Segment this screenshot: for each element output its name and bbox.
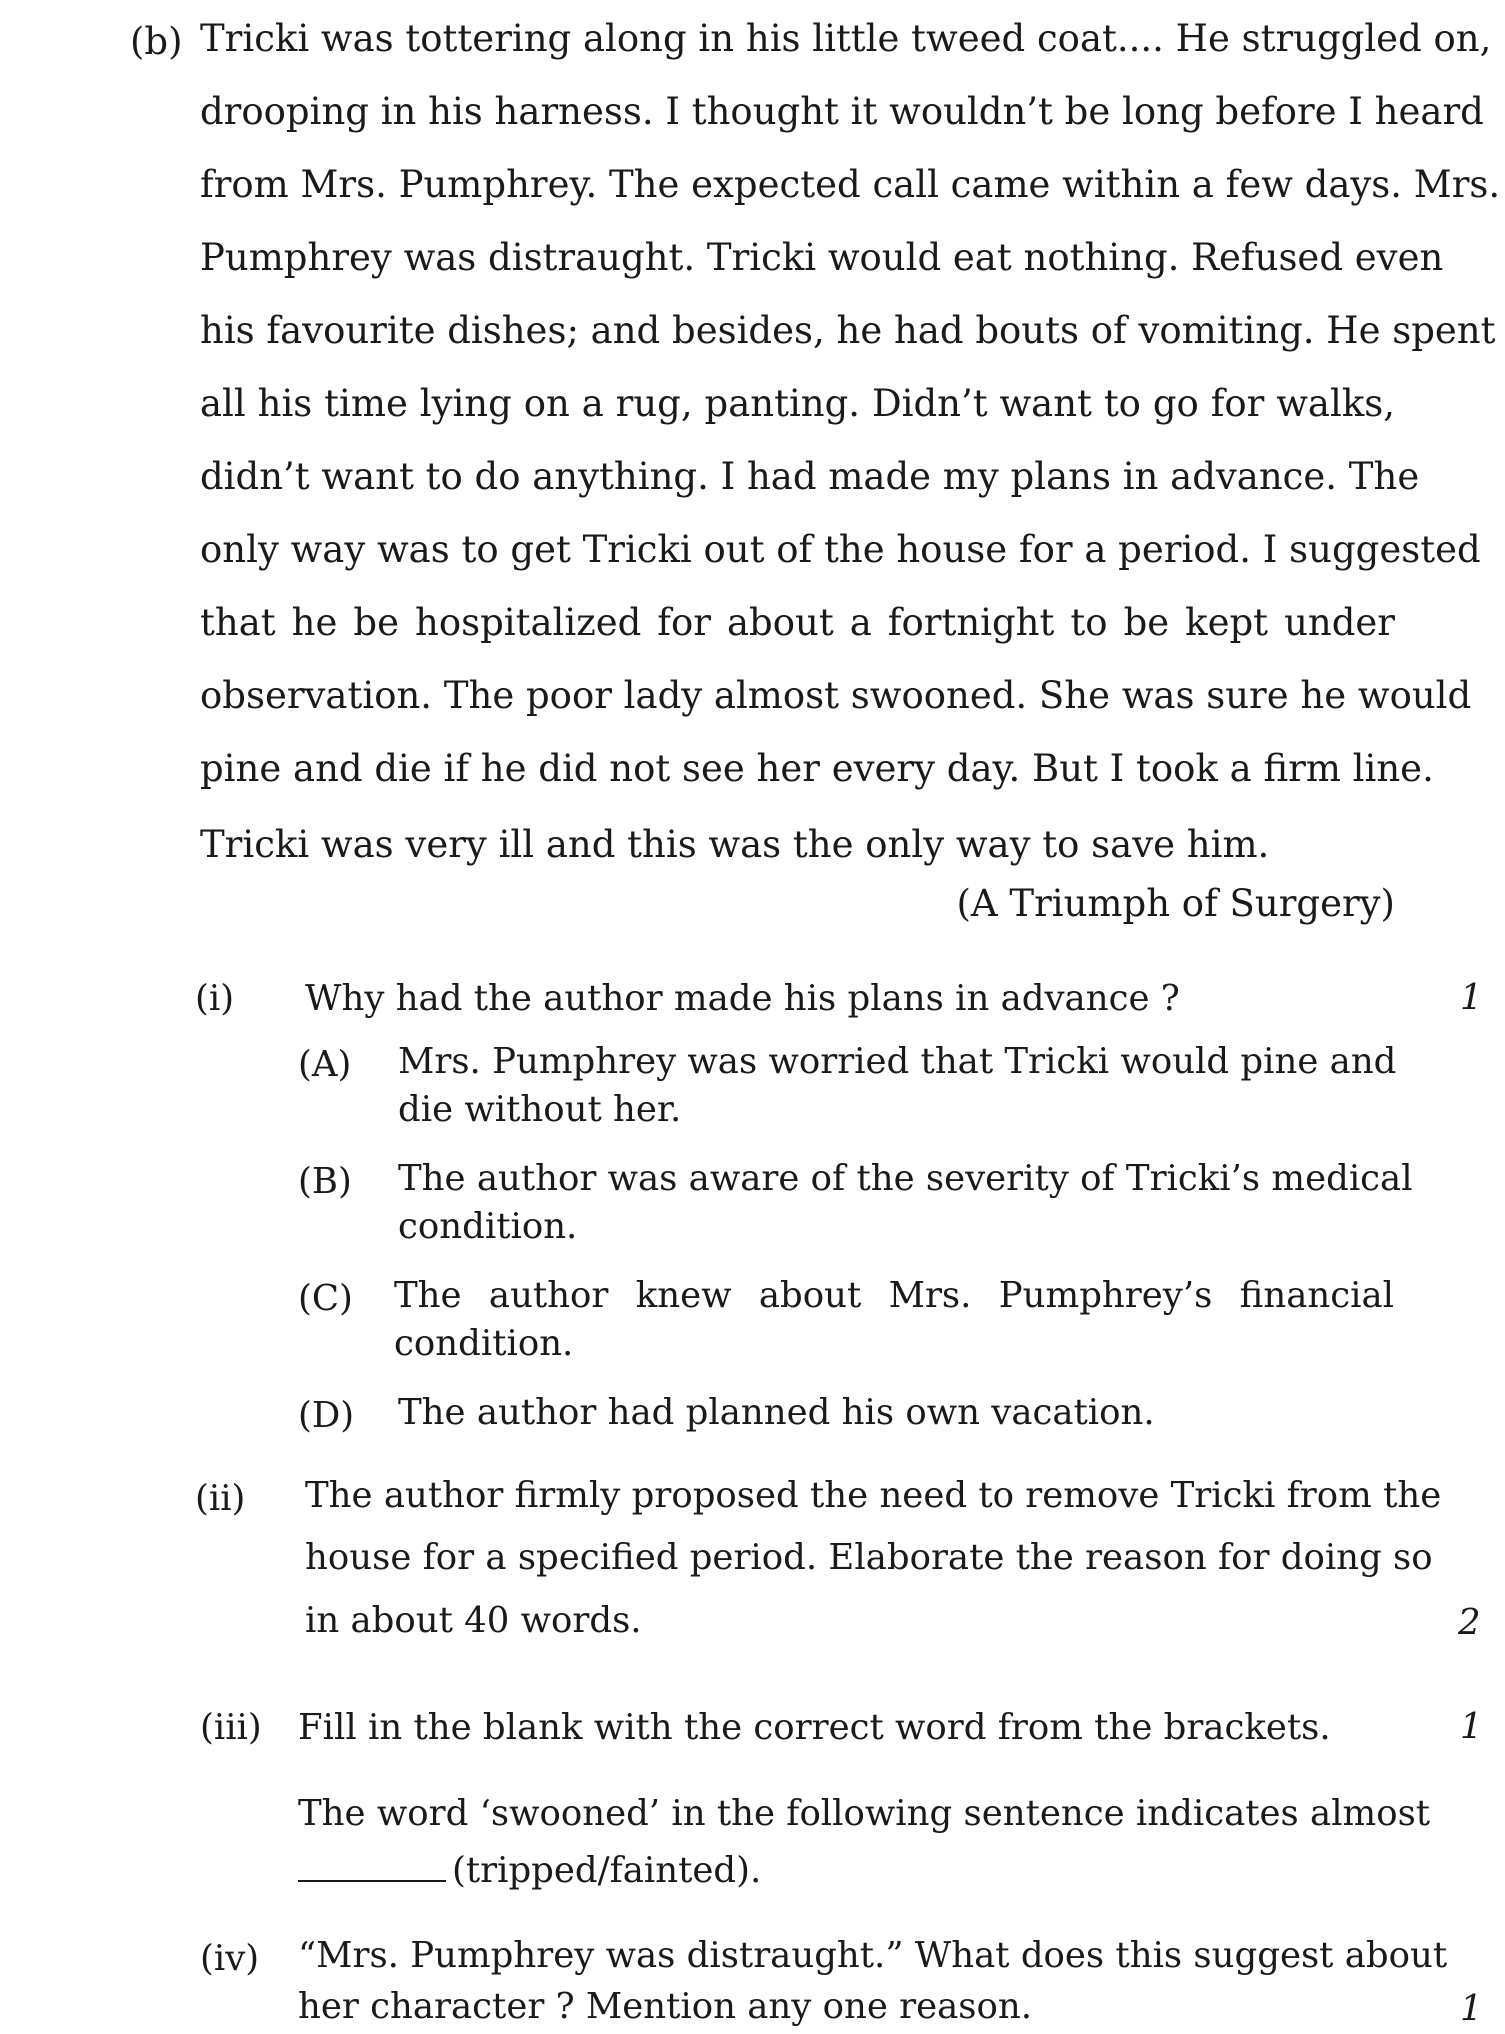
passage-source: (A Triumph of Surgery): [956, 882, 1395, 925]
passage-line: didn’t want to do anything. I had made my plans in advance. The: [200, 455, 1420, 498]
question-text: “Mrs. Pumphrey was distraught.” What does this suggest about: [298, 1935, 1448, 1976]
passage-line: observation. The poor lady almost swooned. She was sure he would: [200, 674, 1472, 717]
option-text: Mrs. Pumphrey was worried that Tricki would pine and: [398, 1041, 1397, 1082]
marks: 2: [1458, 1602, 1481, 1643]
passage-line: his favourite dishes; and besides, he had bouts of vomiting. He spent: [200, 309, 1496, 352]
question-sentence: The word ‘swooned’ in the following sentence indicates almost: [298, 1793, 1431, 1834]
passage-line: pine and die if he did not see her every day. But I took a firm line.: [200, 747, 1434, 790]
marks: 1: [1460, 1988, 1483, 2029]
question-text: in about 40 words.: [305, 1600, 642, 1641]
question-label: (iv): [200, 1938, 260, 1979]
section-label: (b): [130, 20, 183, 63]
passage-line: Tricki was very ill and this was the only way to save him.: [200, 823, 1270, 866]
option-text: condition.: [398, 1206, 578, 1247]
question-label: (i): [195, 978, 235, 1019]
option-text: The author was aware of the severity of Tricki’s medical: [398, 1158, 1413, 1199]
question-sentence: [298, 1850, 761, 1891]
bracket-choices: (tripped/fainted).: [452, 1850, 762, 1891]
option-text: die without her.: [398, 1089, 682, 1130]
passage-line: only way was to get Tricki out of the house for a period. I suggested: [200, 528, 1481, 571]
option-text: condition.: [394, 1323, 574, 1364]
option-text: The author had planned his own vacation.: [398, 1392, 1155, 1433]
option-label: (C): [298, 1278, 353, 1319]
marks: 1: [1460, 1706, 1483, 1747]
question-text: The author firmly proposed the need to remove Tricki from the: [305, 1475, 1442, 1516]
question-label: (iii): [200, 1707, 262, 1748]
question-text: Why had the author made his plans in advance ?: [305, 978, 1180, 1019]
passage-line: drooping in his harness. I thought it wouldn’t be long before I heard: [200, 90, 1484, 133]
option-label: (D): [298, 1395, 355, 1436]
passage-line: from Mrs. Pumphrey. The expected call came within a few days. Mrs.: [200, 163, 1501, 206]
passage-line: Pumphrey was distraught. Tricki would eat nothing. Refused even: [200, 236, 1444, 279]
option-label: (B): [298, 1161, 352, 1202]
fill-blank: [298, 1880, 446, 1882]
question-text: her character ? Mention any one reason.: [298, 1986, 1033, 2027]
marks: 1: [1460, 977, 1483, 1018]
passage-line: that he be hospitalized for about a fortnight to be kept under: [200, 601, 1395, 644]
passage-line: all his time lying on a rug, panting. Didn’t want to go for walks,: [200, 382, 1395, 425]
question-text: Fill in the blank with the correct word from the brackets.: [298, 1707, 1331, 1748]
question-label: (ii): [195, 1478, 246, 1519]
option-label: (A): [298, 1044, 352, 1085]
passage-line: Tricki was tottering along in his little tweed coat.... He struggled on,: [200, 17, 1492, 60]
question-text: house for a specified period. Elaborate the reason for doing so: [305, 1537, 1433, 1578]
option-text: The author knew about Mrs. Pumphrey’s financial: [394, 1275, 1394, 1316]
